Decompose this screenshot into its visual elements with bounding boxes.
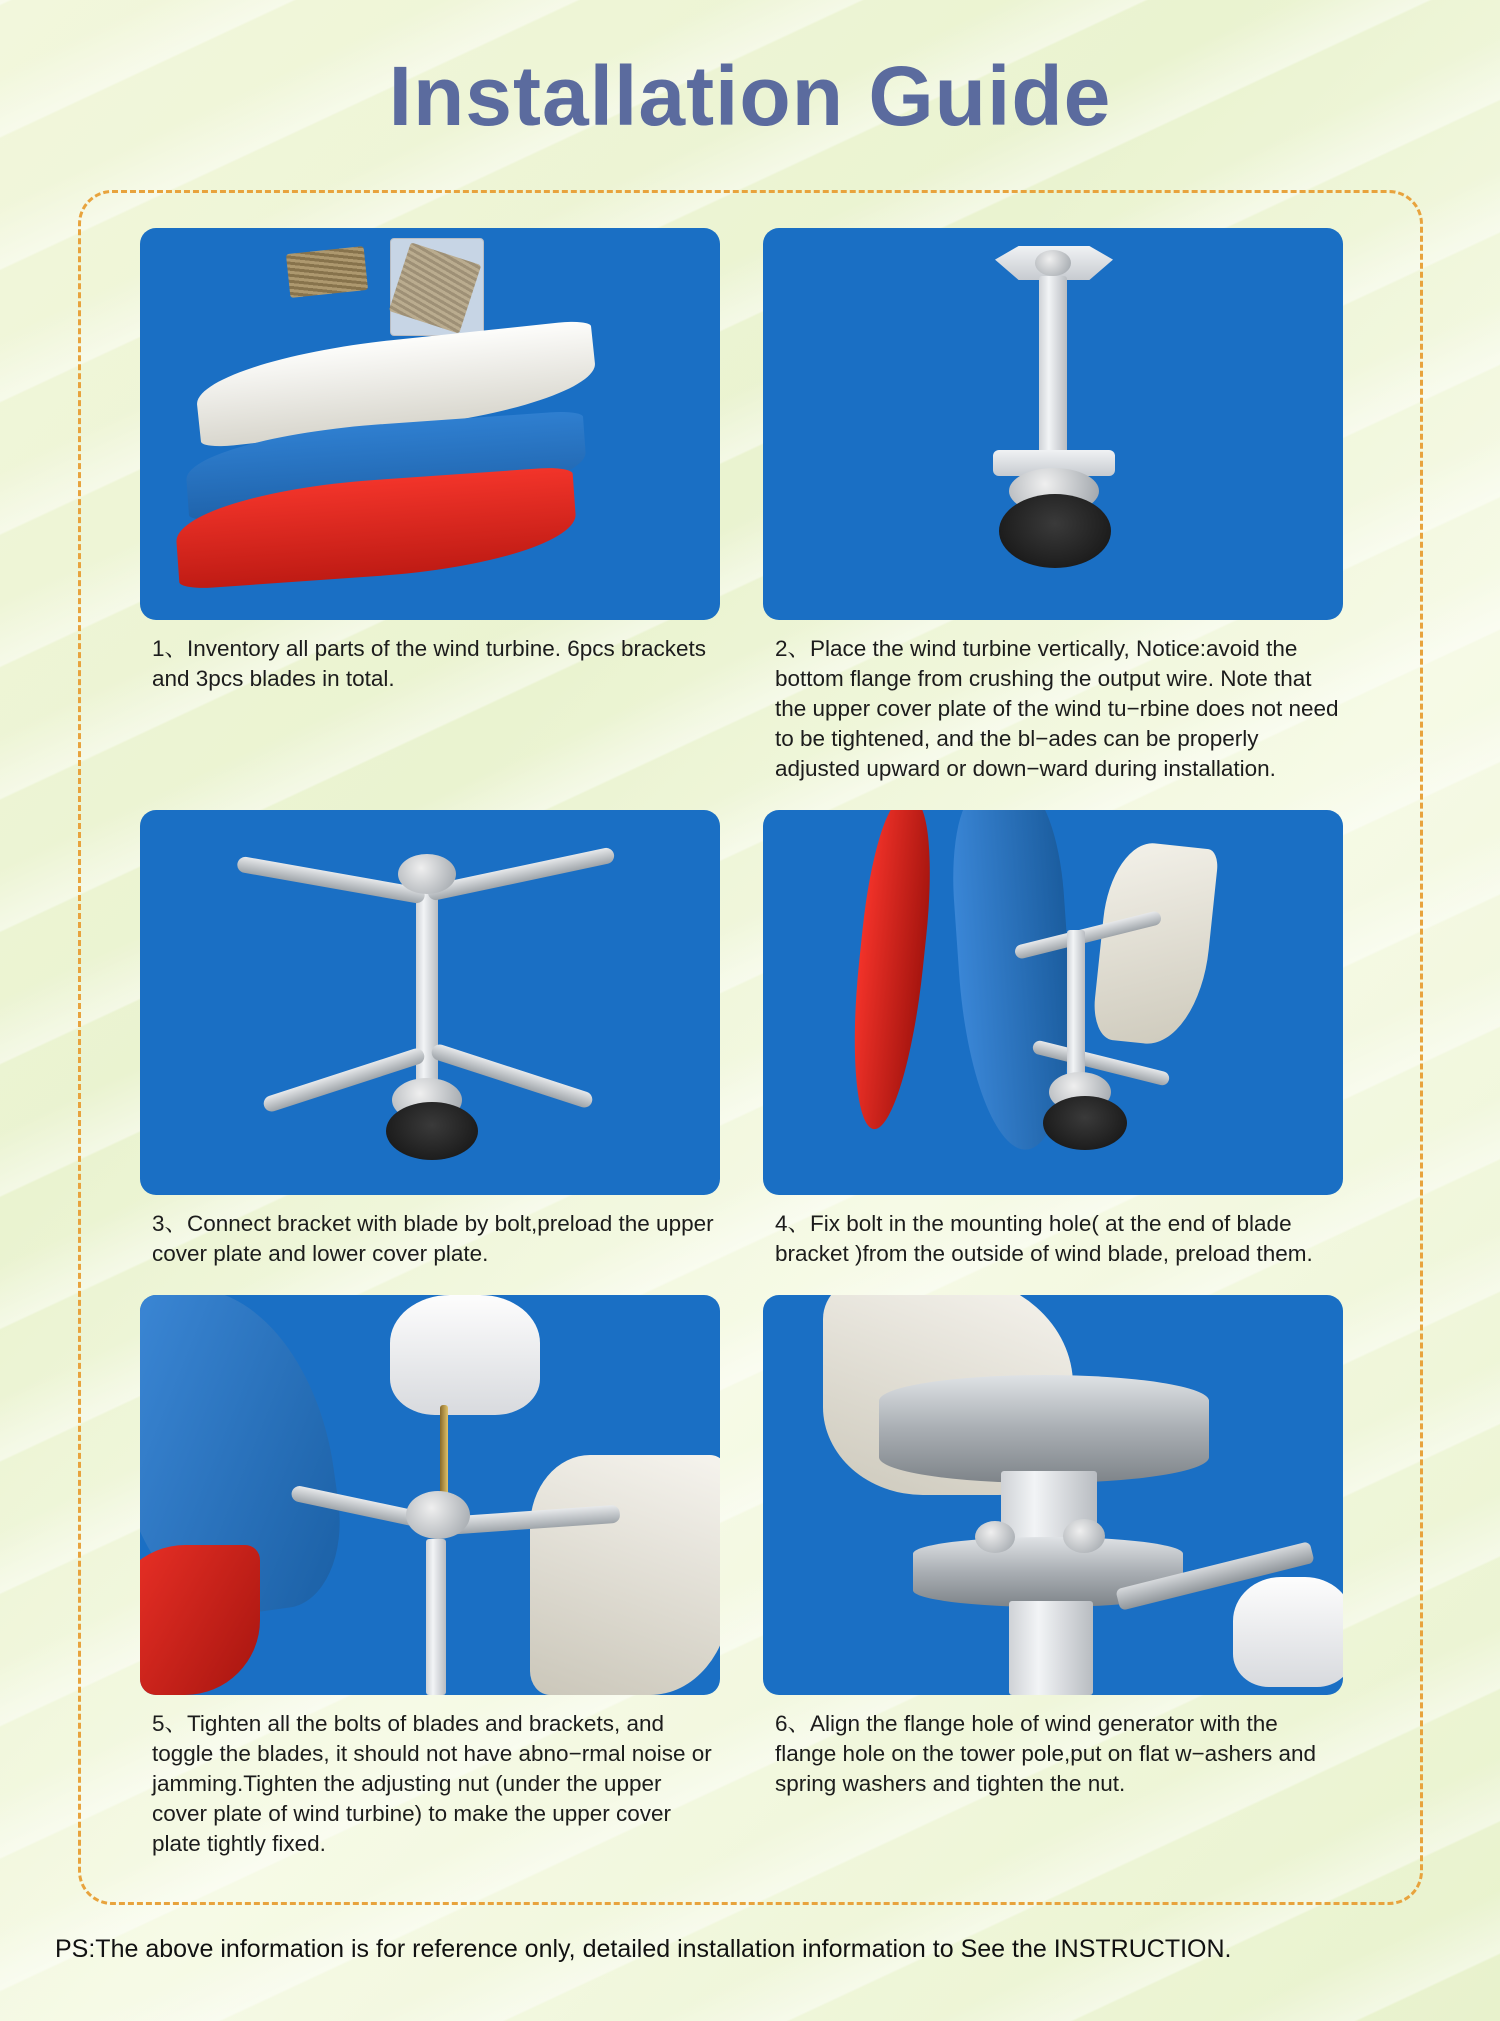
row-spacer (118, 784, 1383, 810)
step-1 (140, 228, 725, 784)
step-2 (763, 228, 1348, 784)
lower-tower-pole-icon (1009, 1601, 1093, 1695)
step-2-caption: 2、Place the wind turbine vertically, Notice:avoid the bottom flange from crushing the output wire. Note that the upper cover plate of the wind tu−rbine does not need to be tightened, and the bl−ades can be properly adjusted upward or down−ward during installation. (775, 636, 1339, 781)
step-1-caption: 1、Inventory all parts of the wind turbine. 6pcs brackets and 3pcs blades in total. (152, 636, 707, 691)
generator-flange-icon (879, 1375, 1209, 1483)
steps-grid (118, 228, 1383, 1859)
generator-base-icon (999, 494, 1111, 568)
bracket-arm-upper-left-icon (236, 856, 426, 905)
nut-left-icon (975, 1521, 1015, 1553)
screws-pile-icon (286, 246, 368, 298)
white-blade-icon (530, 1455, 720, 1695)
bolt-mounting-hole-photo (763, 810, 1343, 1195)
step-3-caption: 3、Connect bracket with blade by bolt,preload the upper cover plate and lower cover plate. (152, 1211, 714, 1266)
red-blade-icon (842, 810, 940, 1132)
step-3 (140, 810, 725, 1269)
step-6 (763, 1295, 1348, 1859)
footer-note: PS:The above information is for reference only, detailed installation information to See the INSTRUCTION. (55, 1935, 1232, 1963)
center-hub-icon (406, 1491, 470, 1539)
step-5 (140, 1295, 725, 1859)
gloved-hand-icon (1233, 1577, 1343, 1687)
gloved-hand-icon (390, 1295, 540, 1415)
top-hub-icon (1035, 250, 1071, 276)
upper-hub-icon (398, 854, 456, 894)
turbine-vertical-photo (763, 228, 1343, 620)
page-title: Installation Guide (388, 49, 1112, 143)
row-spacer-2 (118, 1269, 1383, 1295)
base-icon (1043, 1096, 1127, 1150)
nut-right-icon (1063, 1519, 1105, 1553)
bracket-assembly-photo (140, 810, 720, 1195)
step-4 (763, 810, 1348, 1269)
red-blade-icon (140, 1545, 260, 1695)
white-blade-icon (1091, 839, 1219, 1049)
step-5-caption: 5、Tighten all the bolts of blades and brackets, and toggle the blades, it should not have abno−rmal noise or jamming.Tighten the adjusting nut (under the upper cover plate of wind turbine) to make the upper cover plate tightly fixed. (152, 1711, 712, 1856)
tighten-bolts-photo (140, 1295, 720, 1695)
flange-alignment-photo (763, 1295, 1343, 1695)
step-6-caption: 6、Align the flange hole of wind generator with the flange hole on the tower pole,put on flat w−ashers and spring washers and tighten the nut. (775, 1711, 1316, 1796)
center-shaft-icon (1039, 276, 1067, 456)
assembly-base-icon (386, 1102, 478, 1160)
step-4-caption: 4、Fix bolt in the mounting hole( at the end of blade bracket )from the outside of wind blade, preload them. (775, 1211, 1313, 1266)
parts-inventory-photo (140, 228, 720, 620)
shaft-icon (426, 1539, 446, 1695)
assembly-shaft-icon (416, 870, 438, 1100)
